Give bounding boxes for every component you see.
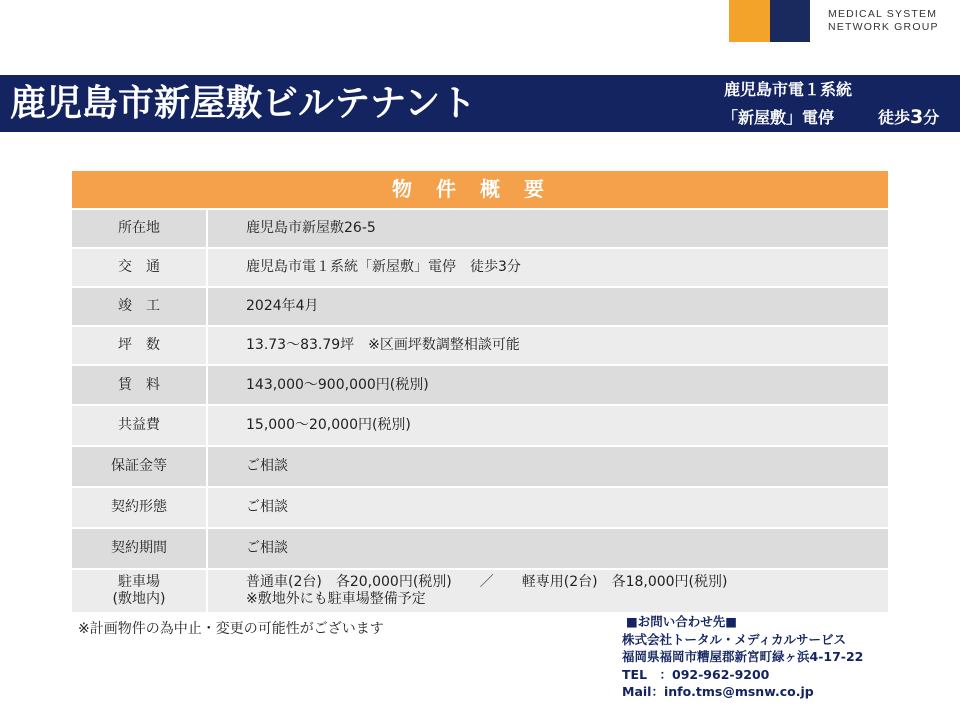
row-value: ご相談 [246,499,288,515]
table-row [72,447,888,488]
contact-mail: Mail：info.tms@msnw.co.jp [622,684,814,699]
row-value: 鹿児島市新屋敷26-5 [246,220,376,236]
walk-minutes: 3 [910,106,924,128]
logo-navy-block [770,0,810,42]
table-row [72,327,888,366]
property-overview-table [72,171,888,612]
row-label: 契約期間 [72,529,208,568]
row-value: ご相談 [246,458,288,474]
row-label: 所在地 [72,210,208,247]
table-heading: 物件概要 [72,171,888,210]
contact-address: 福岡県福岡市糟屋郡新宮町緑ヶ浜4-17-22 [622,649,864,664]
parking-label [72,570,208,612]
table-row-parking [72,570,888,612]
table-row [72,210,888,249]
table-row [72,529,888,570]
row-value: 15,000～20,000円(税別) [246,417,411,433]
row-label: 共益費 [72,406,208,445]
company-logo-text [828,8,958,34]
parking-value-line2: ※敷地外にも駐車場整備予定 [246,591,426,607]
table-row [72,366,888,406]
walk-time [878,105,939,128]
logo-orange-block [729,0,770,42]
parking-label-line1: 駐車場 [118,574,160,590]
walk-prefix: 徒歩 [878,108,911,127]
table-row [72,288,888,327]
row-label: 賃 料 [72,366,208,404]
table-row [72,406,888,447]
contact-heading: ■お問い合わせ先■ [626,614,738,629]
disclaimer-note: ※計画物件の為中止・変更の可能性がございます [78,621,384,637]
row-label: 保証金等 [72,447,208,486]
contact-tel: TEL ：092-962-9200 [622,666,770,682]
contact-info [622,613,863,701]
logo-line1: MEDICAL SYSTEM [828,8,938,20]
parking-value [208,570,888,612]
parking-label-line2: (敷地内) [112,591,166,607]
row-label: 坪 数 [72,327,208,364]
row-value: 2024年4月 [246,298,319,314]
logo-line2: NETWORK GROUP [828,21,939,33]
contact-company: 株式会社トータル・メディカルサービス [622,631,847,647]
row-label: 竣 工 [72,288,208,325]
parking-value-line1: 普通車(2台) 各20,000円(税別) ／ 軽専用(2台) 各18,000円(税別) [246,574,728,590]
table-row [72,488,888,529]
row-value: 143,000～900,000円(税別) [246,376,429,393]
walk-unit: 分 [923,108,940,127]
row-label: 交 通 [72,249,208,286]
row-value: 13.73～83.79坪 ※区画坪数調整相談可能 [246,337,520,353]
access-line-stop: 「新屋敷」電停 [722,108,835,127]
row-label: 契約形態 [72,488,208,527]
row-value: ご相談 [246,540,288,556]
row-value: 鹿児島市電１系統「新屋敷」電停 徒歩3分 [246,259,521,275]
access-line-tram: 鹿児島市電１系統 [724,80,853,99]
page-title: 鹿児島市新屋敷ビルテナント [10,83,477,124]
table-row [72,249,888,288]
